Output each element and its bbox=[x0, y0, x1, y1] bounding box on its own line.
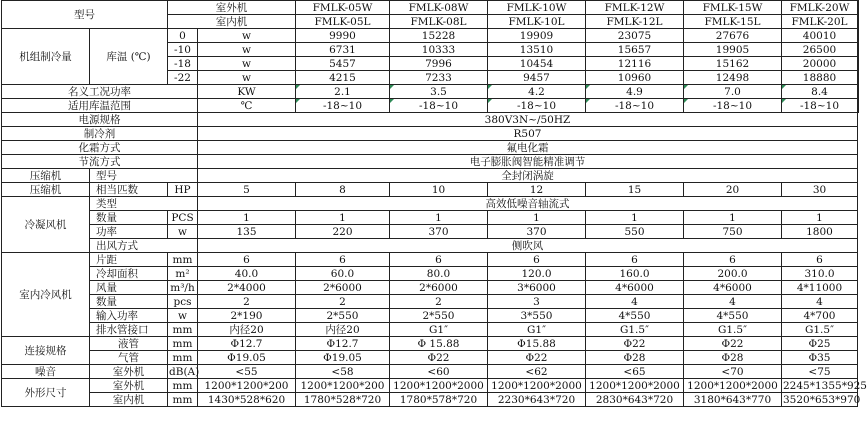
pipe-value-cell: Φ28 bbox=[586, 351, 684, 365]
pipe-value-cell: Φ35 bbox=[782, 351, 858, 365]
indoor-fan-value-cell: 6 bbox=[198, 253, 296, 267]
indoor-fan-value-cell: G1″ bbox=[488, 323, 586, 337]
indoor-fan-value-cell: 80.0 bbox=[390, 267, 488, 281]
power-supply-value: 380V3N~/50HZ bbox=[198, 113, 858, 127]
power-value-cell: 4.2 bbox=[488, 85, 586, 99]
cooling-value-cell: 15162 bbox=[684, 57, 782, 71]
dimension-indoor-row bbox=[2, 393, 859, 407]
pipe-value-cell: Φ22 bbox=[390, 351, 488, 365]
condenser-type-row bbox=[2, 197, 859, 211]
cooling-value-cell: 40010 bbox=[782, 29, 858, 43]
indoor-fan-value-cell: G1″ bbox=[390, 323, 488, 337]
throttle-row bbox=[2, 155, 859, 169]
indoor-fan-item-label: 数量 bbox=[90, 295, 168, 309]
range-value-cell: -18~10 bbox=[782, 99, 858, 113]
pipe-value-cell: Φ22 bbox=[488, 351, 586, 365]
cooling-value-cell: 19905 bbox=[684, 43, 782, 57]
cooling-value-cell: 4215 bbox=[296, 71, 390, 85]
outdoor-model-cell: FMLK-15W bbox=[684, 1, 782, 15]
cooling-capacity-label: 机组制冷量 bbox=[2, 29, 90, 85]
cooling-value-cell: 23075 bbox=[586, 29, 684, 43]
hp-value-cell: 10 bbox=[390, 183, 488, 197]
cooling-value-cell: 26500 bbox=[782, 43, 858, 57]
indoor-fan-item-label: 风量 bbox=[90, 281, 168, 295]
noise-value-cell: <70 bbox=[684, 365, 782, 379]
cooling-value-cell: 10454 bbox=[488, 57, 586, 71]
hp-value-cell: 30 bbox=[782, 183, 858, 197]
range-value-cell: -18~10 bbox=[390, 99, 488, 113]
power-value-cell: 7.0 bbox=[684, 85, 782, 99]
indoor-model-cell: FMLK-15L bbox=[684, 15, 782, 29]
dim-indoor-value-cell: 1780*578*720 bbox=[390, 393, 488, 407]
pipe-value-cell: Φ19.05 bbox=[296, 351, 390, 365]
dim-indoor-value-cell: 3180*643*770 bbox=[684, 393, 782, 407]
unit-cell: pcs bbox=[168, 295, 198, 309]
condenser-outlet-row bbox=[2, 239, 859, 253]
compressor-hp-row bbox=[2, 183, 859, 197]
dim-outdoor-value-cell: 1200*1200*2000 bbox=[684, 379, 782, 393]
indoor-fan-value-cell: 40.0 bbox=[198, 267, 296, 281]
indoor-fan-label: 室内冷风机 bbox=[2, 253, 90, 337]
pipe-value-cell: Φ12.7 bbox=[198, 337, 296, 351]
outdoor-model-cell: FMLK-10W bbox=[488, 1, 586, 15]
indoor-model-cell: FMLK-10L bbox=[488, 15, 586, 29]
power-supply-label: 电源规格 bbox=[2, 113, 198, 127]
pipe-value-cell: Φ15.88 bbox=[488, 337, 586, 351]
indoor-fan-value-cell: 3*6000 bbox=[488, 281, 586, 295]
fan-power-value-cell: 750 bbox=[684, 225, 782, 239]
dim-outdoor-value-cell: 2245*1355*925 bbox=[783, 379, 867, 392]
indoor-fan-value-cell: 200.0 bbox=[684, 267, 782, 281]
qty-value-cell: 1 bbox=[296, 211, 390, 225]
indoor-model-cell: FMLK-08L bbox=[390, 15, 488, 29]
noise-value-cell: <75 bbox=[782, 365, 858, 379]
type-label: 型号 bbox=[2, 1, 168, 29]
refrigerant-label: 制冷剂 bbox=[2, 127, 198, 141]
indoor-model-cell: FMLK-20L bbox=[782, 15, 858, 29]
dim-outdoor-value-cell: 1200*1200*2000 bbox=[586, 379, 684, 393]
pipe-label: 液管 bbox=[90, 337, 168, 351]
indoor-fan-row bbox=[2, 309, 859, 323]
indoor-fan-value-cell: 2 bbox=[296, 295, 390, 309]
nominal-power-row bbox=[2, 85, 859, 99]
refrigerant-value: R507 bbox=[198, 127, 858, 141]
indoor-fan-value-cell: 160.0 bbox=[586, 267, 684, 281]
throttle-label: 节流方式 bbox=[2, 155, 198, 169]
qty-label: 数量 bbox=[90, 211, 168, 225]
unit-cell: m³/h bbox=[168, 281, 198, 295]
noise-row bbox=[2, 365, 859, 379]
condenser-power-row bbox=[2, 225, 859, 239]
connection-row bbox=[2, 351, 859, 365]
indoor-fan-value-cell: G1.5″ bbox=[782, 323, 858, 337]
indoor-fan-value-cell: G1.5″ bbox=[684, 323, 782, 337]
dim-outdoor-value-cell: 1200*1200*200 bbox=[198, 379, 296, 393]
qty-value-cell: 1 bbox=[390, 211, 488, 225]
pipe-value-cell: Φ28 bbox=[684, 351, 782, 365]
noise-value-cell: <60 bbox=[390, 365, 488, 379]
range-value-cell: -18~10 bbox=[296, 99, 390, 113]
noise-sub-label: 室外机 bbox=[90, 365, 168, 379]
range-value-cell: -18~10 bbox=[488, 99, 586, 113]
pipe-value-cell: Φ25 bbox=[782, 337, 858, 351]
power-value-cell: 2.1 bbox=[296, 85, 390, 99]
indoor-fan-value-cell: 60.0 bbox=[296, 267, 390, 281]
noise-value-cell: <62 bbox=[488, 365, 586, 379]
power-supply-row bbox=[2, 113, 859, 127]
defrost-label: 化霜方式 bbox=[2, 141, 198, 155]
temp-range-label: 适用库温范围 bbox=[2, 99, 198, 113]
defrost-row bbox=[2, 141, 859, 155]
indoor-fan-value-cell: 310.0 bbox=[782, 267, 858, 281]
condenser-fan-label: 冷凝风机 bbox=[2, 197, 90, 253]
unit-cell: mm bbox=[168, 337, 198, 351]
unit-cell: w bbox=[168, 309, 198, 323]
noise-label: 噪音 bbox=[2, 365, 90, 379]
dim-indoor-label: 室内机 bbox=[90, 393, 168, 407]
pipe-label: 气管 bbox=[90, 351, 168, 365]
power-value-cell: 8.4 bbox=[782, 85, 858, 99]
indoor-fan-value-cell: 6 bbox=[782, 253, 858, 267]
cooling-value-cell: 9990 bbox=[296, 29, 390, 43]
qty-value-cell: 1 bbox=[488, 211, 586, 225]
hp-value-cell: 8 bbox=[296, 183, 390, 197]
power-value-cell: 3.5 bbox=[390, 85, 488, 99]
hp-value-cell: 20 bbox=[684, 183, 782, 197]
indoor-fan-value-cell: 内径20 bbox=[198, 323, 296, 337]
outdoor-model-cell bbox=[858, 1, 859, 15]
outdoor-model-cell: FMLK-12W bbox=[586, 1, 684, 15]
hp-value-cell: 5 bbox=[198, 183, 296, 197]
fan-power-value-cell: 220 bbox=[296, 225, 390, 239]
indoor-fan-value-cell: 2*550 bbox=[296, 309, 390, 323]
indoor-fan-value-cell: 2*190 bbox=[198, 309, 296, 323]
refrigerant-row bbox=[2, 127, 859, 141]
indoor-fan-value-cell: 6 bbox=[684, 253, 782, 267]
outdoor-model-cell: FMLK-05W bbox=[296, 1, 390, 15]
pipe-value-cell: Φ12.7 bbox=[296, 337, 390, 351]
indoor-fan-value-cell: 4*550 bbox=[684, 309, 782, 323]
range-value-cell: -18~10 bbox=[684, 99, 782, 113]
cooling-value-cell: 20000 bbox=[782, 57, 858, 71]
condenser-type-value: 高效低噪音轴流式 bbox=[198, 197, 858, 211]
storage-temp-label: 库温 (℃) bbox=[90, 29, 168, 85]
compressor-type-row bbox=[2, 169, 859, 183]
indoor-model-cell: FMLK-05L bbox=[296, 15, 390, 29]
fan-power-value-cell: 1800 bbox=[782, 225, 858, 239]
unit-cell: mm bbox=[168, 351, 198, 365]
cooling-row bbox=[2, 29, 859, 43]
dim-indoor-value-cell: 3520*653*970 bbox=[783, 393, 861, 406]
unit-cell: HP bbox=[168, 183, 198, 197]
cooling-value-cell bbox=[858, 57, 859, 71]
compressor-label: 压缩机 bbox=[2, 169, 90, 183]
pipe-value-cell: Φ22 bbox=[586, 337, 684, 351]
indoor-fan-item-label: 排水管接口 bbox=[90, 323, 168, 337]
outlet-value: 侧吹风 bbox=[198, 239, 858, 253]
hp-label: 相当匹数 bbox=[90, 183, 168, 197]
cooling-value-cell: 7233 bbox=[390, 71, 488, 85]
indoor-fan-value-cell: 4 bbox=[586, 295, 684, 309]
temp-cell: -22 bbox=[168, 71, 198, 85]
connection-row bbox=[2, 337, 859, 351]
cooling-value-cell: 27676 bbox=[684, 29, 782, 43]
indoor-fan-row bbox=[2, 253, 859, 267]
cooling-value-cell: 18880 bbox=[782, 71, 858, 85]
indoor-fan-row bbox=[2, 281, 859, 295]
dim-indoor-value-cell: 1780*528*720 bbox=[296, 393, 390, 407]
indoor-fan-value-cell: 4 bbox=[782, 295, 858, 309]
fan-power-value-cell: 370 bbox=[488, 225, 586, 239]
cooling-value-cell: 6731 bbox=[296, 43, 390, 57]
indoor-fan-value-cell: 2 bbox=[198, 295, 296, 309]
cooling-value-cell: 15228 bbox=[390, 29, 488, 43]
indoor-fan-item-label: 冷却面积 bbox=[90, 267, 168, 281]
hp-value-cell: 15 bbox=[586, 183, 684, 197]
qty-value-cell: 1 bbox=[198, 211, 296, 225]
cooling-value-cell: 15657 bbox=[586, 43, 684, 57]
qty-value-cell: 1 bbox=[782, 211, 858, 225]
indoor-fan-value-cell: 6 bbox=[296, 253, 390, 267]
indoor-fan-value-cell: 2*6000 bbox=[390, 281, 488, 295]
condenser-qty-row bbox=[2, 211, 859, 225]
cooling-value-cell bbox=[858, 71, 859, 85]
cooling-value-cell bbox=[858, 43, 859, 57]
cooling-value-cell: 10960 bbox=[586, 71, 684, 85]
indoor-fan-value-cell: 4*700 bbox=[782, 309, 858, 323]
defrost-value: 氟电化霜 bbox=[198, 141, 858, 155]
throttle-value: 电子膨胀阀智能精准调节 bbox=[198, 155, 858, 169]
temp-range-row bbox=[2, 99, 859, 113]
range-value-cell bbox=[858, 99, 859, 113]
temp-cell: -10 bbox=[168, 43, 198, 57]
indoor-fan-value-cell: 4*6000 bbox=[684, 281, 782, 295]
hp-value-cell: 12 bbox=[488, 183, 586, 197]
power-value-cell: 4.9 bbox=[586, 85, 684, 99]
header-row-outdoor bbox=[2, 1, 859, 15]
power-value-cell bbox=[858, 85, 859, 99]
dim-indoor-value-cell: 2830*643*720 bbox=[586, 393, 684, 407]
indoor-fan-value-cell: 3*550 bbox=[488, 309, 586, 323]
dim-outdoor-value-cell: 1200*1200*200 bbox=[296, 379, 390, 393]
connection-label: 连接规格 bbox=[2, 337, 90, 365]
indoor-fan-value-cell: 6 bbox=[586, 253, 684, 267]
compressor-type-label: 型号 bbox=[90, 169, 198, 183]
dim-indoor-value-cell: 1430*528*620 bbox=[198, 393, 296, 407]
power-label: 功率 bbox=[90, 225, 168, 239]
indoor-fan-value-cell: 4*550 bbox=[586, 309, 684, 323]
indoor-model-cell: FMLK-12L bbox=[586, 15, 684, 29]
indoor-fan-value-cell: 2*6000 bbox=[296, 281, 390, 295]
unit-cell: dB(A) bbox=[169, 365, 200, 378]
unit-cell: mm bbox=[168, 393, 198, 407]
dimensions-label: 外形尺寸 bbox=[2, 379, 90, 407]
unit-cell: mm bbox=[168, 253, 198, 267]
condenser-type-label: 类型 bbox=[90, 197, 198, 211]
indoor-fan-value-cell: 4*11000 bbox=[782, 281, 858, 295]
dim-outdoor-value-cell: 1200*1200*2000 bbox=[390, 379, 488, 393]
indoor-fan-value-cell: 4*6000 bbox=[586, 281, 684, 295]
range-value-cell: -18~10 bbox=[586, 99, 684, 113]
indoor-fan-row bbox=[2, 295, 859, 309]
spec-table bbox=[1, 0, 867, 407]
cooling-value-cell: 19909 bbox=[488, 29, 586, 43]
cooling-value-cell: 10333 bbox=[390, 43, 488, 57]
unit-cell: m² bbox=[168, 267, 198, 281]
noise-value-cell: <58 bbox=[296, 365, 390, 379]
indoor-fan-value-cell: 4 bbox=[684, 295, 782, 309]
indoor-fan-item-label: 片距 bbox=[90, 253, 168, 267]
indoor-fan-row bbox=[2, 323, 859, 337]
dim-outdoor-value-cell: 1200*1200*2000 bbox=[488, 379, 586, 393]
fan-power-value-cell: 135 bbox=[198, 225, 296, 239]
outdoor-model-cell: FMLK-20W bbox=[782, 1, 858, 15]
compressor-type-value: 全封闭涡旋 bbox=[198, 169, 858, 183]
indoor-fan-value-cell: 2*4000 bbox=[198, 281, 296, 295]
indoor-fan-value-cell: 6 bbox=[390, 253, 488, 267]
nominal-power-label: 名义工况功率 bbox=[2, 85, 198, 99]
dimension-outdoor-row bbox=[2, 379, 859, 393]
temp-cell: 0 bbox=[168, 29, 198, 43]
indoor-fan-value-cell: 120.0 bbox=[488, 267, 586, 281]
unit-cell: w bbox=[198, 71, 296, 85]
fan-power-value-cell: 550 bbox=[586, 225, 684, 239]
pipe-value-cell: Φ22 bbox=[684, 337, 782, 351]
unit-cell: KW bbox=[198, 85, 296, 99]
indoor-unit-label: 室内机 bbox=[168, 15, 296, 29]
noise-value-cell: <55 bbox=[198, 365, 296, 379]
indoor-fan-value-cell: 3 bbox=[488, 295, 586, 309]
indoor-fan-item-label: 输入功率 bbox=[90, 309, 168, 323]
unit-cell: w bbox=[198, 29, 296, 43]
cooling-value-cell: 5457 bbox=[296, 57, 390, 71]
indoor-model-cell bbox=[858, 15, 859, 29]
pipe-value-cell: Φ 15.88 bbox=[390, 337, 488, 351]
unit-cell: ℃ bbox=[198, 99, 296, 113]
unit-cell: w bbox=[168, 225, 198, 239]
indoor-fan-value-cell: 2 bbox=[390, 295, 488, 309]
pipe-value-cell: Φ19.05 bbox=[198, 351, 296, 365]
indoor-fan-row bbox=[2, 267, 859, 281]
temp-cell: -18 bbox=[168, 57, 198, 71]
dim-indoor-value-cell: 2230*643*720 bbox=[488, 393, 586, 407]
outdoor-unit-label: 室外机 bbox=[168, 1, 296, 15]
qty-value-cell: 1 bbox=[684, 211, 782, 225]
unit-cell: mm bbox=[168, 323, 198, 337]
cooling-value-cell: 13510 bbox=[488, 43, 586, 57]
cooling-value-cell: 12116 bbox=[586, 57, 684, 71]
qty-value-cell: 1 bbox=[586, 211, 684, 225]
cooling-value-cell: 12498 bbox=[684, 71, 782, 85]
unit-cell: w bbox=[198, 43, 296, 57]
indoor-fan-value-cell: 6 bbox=[488, 253, 586, 267]
compressor-label: 压缩机 bbox=[2, 183, 90, 197]
unit-cell: PCS bbox=[168, 211, 198, 225]
outdoor-model-cell: FMLK-08W bbox=[390, 1, 488, 15]
indoor-fan-value-cell: 内径20 bbox=[296, 323, 390, 337]
noise-value-cell: <65 bbox=[586, 365, 684, 379]
outlet-label: 出风方式 bbox=[90, 239, 198, 253]
cooling-value-cell: 7996 bbox=[390, 57, 488, 71]
indoor-fan-value-cell: G1.5″ bbox=[586, 323, 684, 337]
fan-power-value-cell: 370 bbox=[390, 225, 488, 239]
dim-outdoor-label: 室外机 bbox=[90, 379, 168, 393]
unit-cell: w bbox=[198, 57, 296, 71]
unit-cell: mm bbox=[168, 379, 198, 393]
cooling-value-cell: 9457 bbox=[488, 71, 586, 85]
indoor-fan-value-cell: 2*550 bbox=[390, 309, 488, 323]
cooling-value-cell bbox=[858, 29, 859, 43]
